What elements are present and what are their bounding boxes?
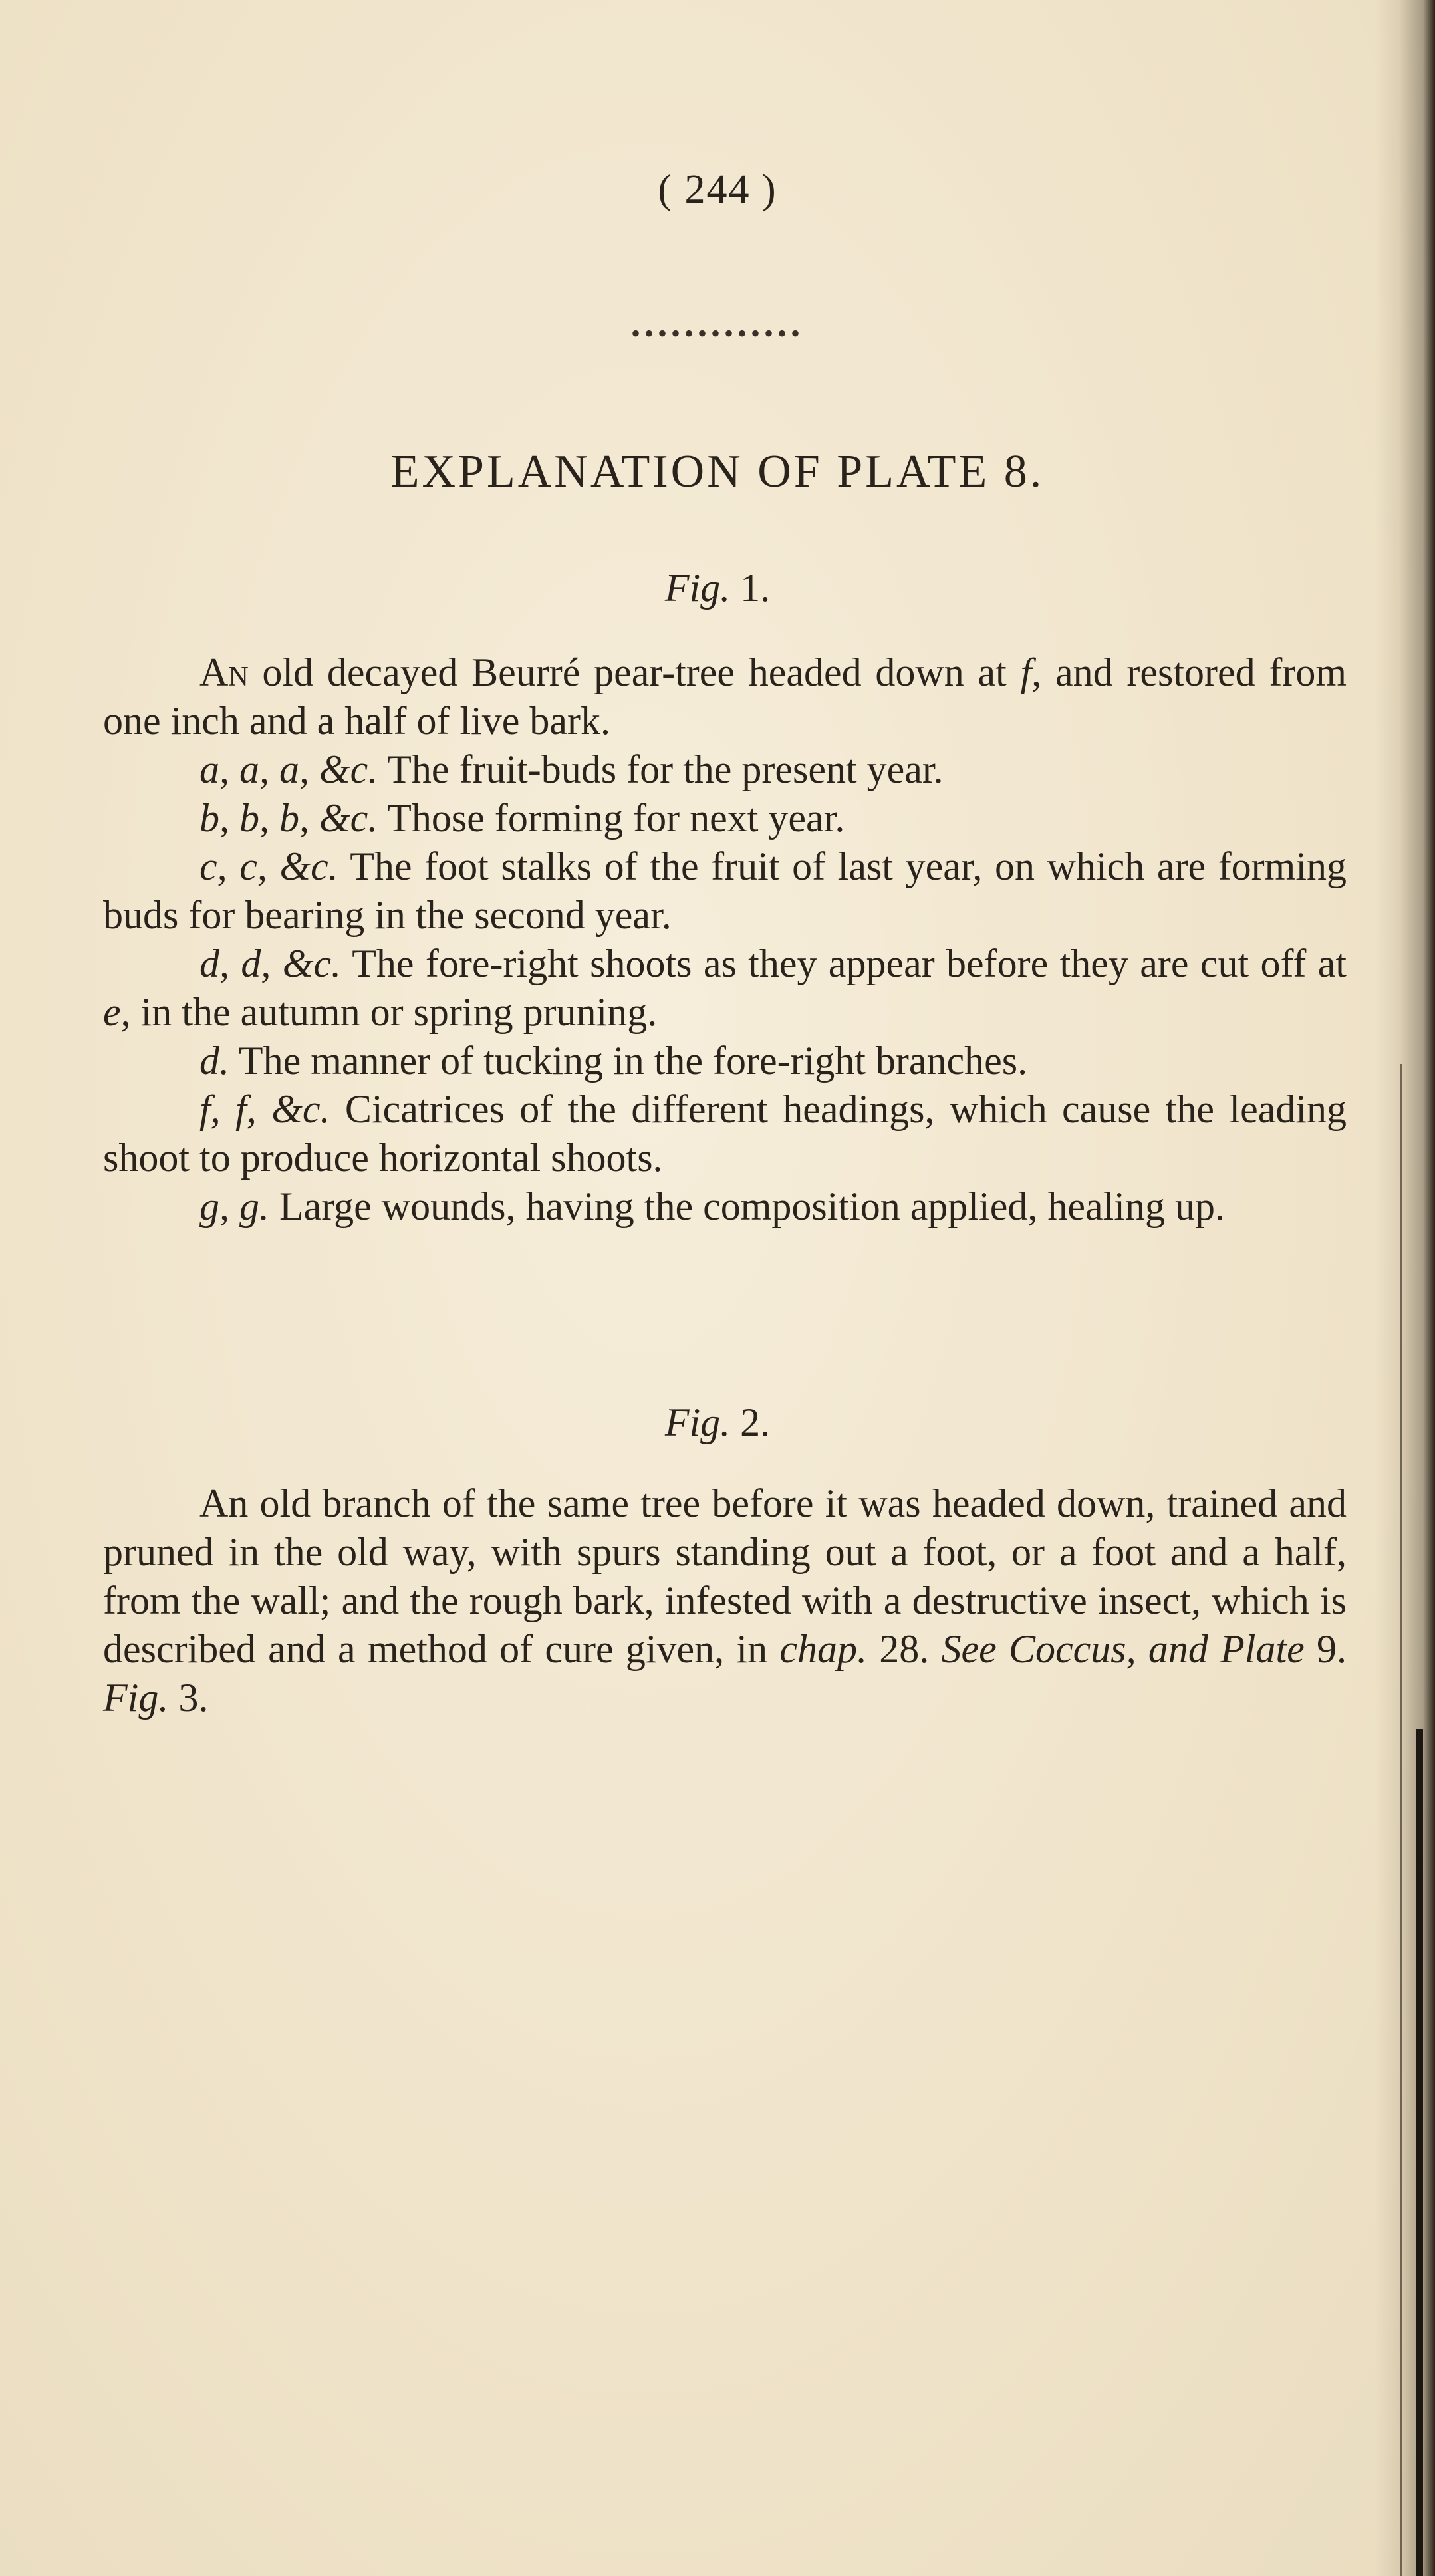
legend-item <box>103 745 1347 794</box>
legend-item <box>103 794 1347 842</box>
intro-text: old decayed Beurré pear-tree headed down at <box>248 650 1021 694</box>
legend-key: a, a, a, &c. <box>199 747 378 791</box>
legend-key: f, f, &c. <box>199 1087 330 1131</box>
figure-1-intro <box>103 648 1347 745</box>
legend-item <box>103 1085 1347 1182</box>
legend-item <box>103 940 1347 1037</box>
intro-tail: , and restored from one inch and a half of live bark. <box>103 650 1347 743</box>
legend-text: The fruit-buds for the present year. <box>378 747 944 791</box>
legend-key: b, b, b, &c. <box>199 796 378 840</box>
intro-mark: f <box>1020 650 1032 694</box>
figure-2-label <box>0 1400 1435 1446</box>
legend-key: c, c, &c. <box>199 844 338 888</box>
fig-ref: Fig. <box>103 1676 169 1720</box>
legend-tail: , in the autumn or spring pruning. <box>120 990 658 1034</box>
figure-2-text: An old branch of the same tree before it was headed down, trained and pruned in the old way, with spurs standing out a foot, or a foot and a half, from the wall; and the rough bark, infested with a destructive insect, which is described and a method of cure given, in <box>103 1481 1347 1671</box>
legend-text: Large wounds, having the composition applied, healing up. <box>269 1184 1225 1228</box>
figure-2-paragraph <box>103 1480 1347 1722</box>
legend-text: The fore-right shoots as they appear before they are cut off at <box>341 942 1347 985</box>
page-edge-line <box>1400 1064 1402 2576</box>
figure-1-explanation <box>103 648 1347 1231</box>
chapter-ref-number: 28. <box>866 1627 942 1671</box>
legend-item <box>103 1182 1347 1231</box>
legend-key: d. <box>199 1039 229 1083</box>
fig-ref-number: 3. <box>168 1676 209 1720</box>
legend-mark: e <box>103 990 121 1034</box>
ornament-divider: ••••••••••••• <box>630 319 805 348</box>
legend-key: g, g. <box>199 1184 269 1228</box>
fig-label-italic: Fig. <box>664 566 731 610</box>
book-spine-edge <box>1416 1729 1423 2576</box>
page-heading: EXPLANATION OF PLATE 8. <box>390 446 1045 497</box>
legend-text: Cicatrices of the different headings, which cause the leading shoot to produce horizontal shoots. <box>103 1087 1347 1180</box>
fig-label-italic: Fig. <box>664 1400 731 1444</box>
figure-1-label <box>0 565 1435 611</box>
intro-lead-word: An <box>199 650 249 694</box>
legend-text: The foot stalks of the fruit of last year, on which are forming buds for bearing in the second year. <box>103 844 1347 937</box>
page-edge-shadow <box>1375 0 1435 2576</box>
page-number: ( 244 ) <box>658 167 777 212</box>
fig-label-number: 1. <box>730 566 771 610</box>
legend-item <box>103 842 1347 940</box>
legend-key: d, d, &c. <box>199 942 341 985</box>
legend-item <box>103 1037 1347 1085</box>
see-ref: See Coccus, and Plate <box>941 1627 1305 1671</box>
figure-2-explanation <box>103 1480 1347 1722</box>
fig-label-number: 2. <box>730 1400 771 1444</box>
legend-text: The manner of tucking in the fore-right branches. <box>229 1039 1028 1083</box>
chapter-ref: chap. <box>779 1627 867 1671</box>
plate-ref-number: 9. <box>1304 1627 1347 1671</box>
legend-text: Those forming for next year. <box>378 796 845 840</box>
